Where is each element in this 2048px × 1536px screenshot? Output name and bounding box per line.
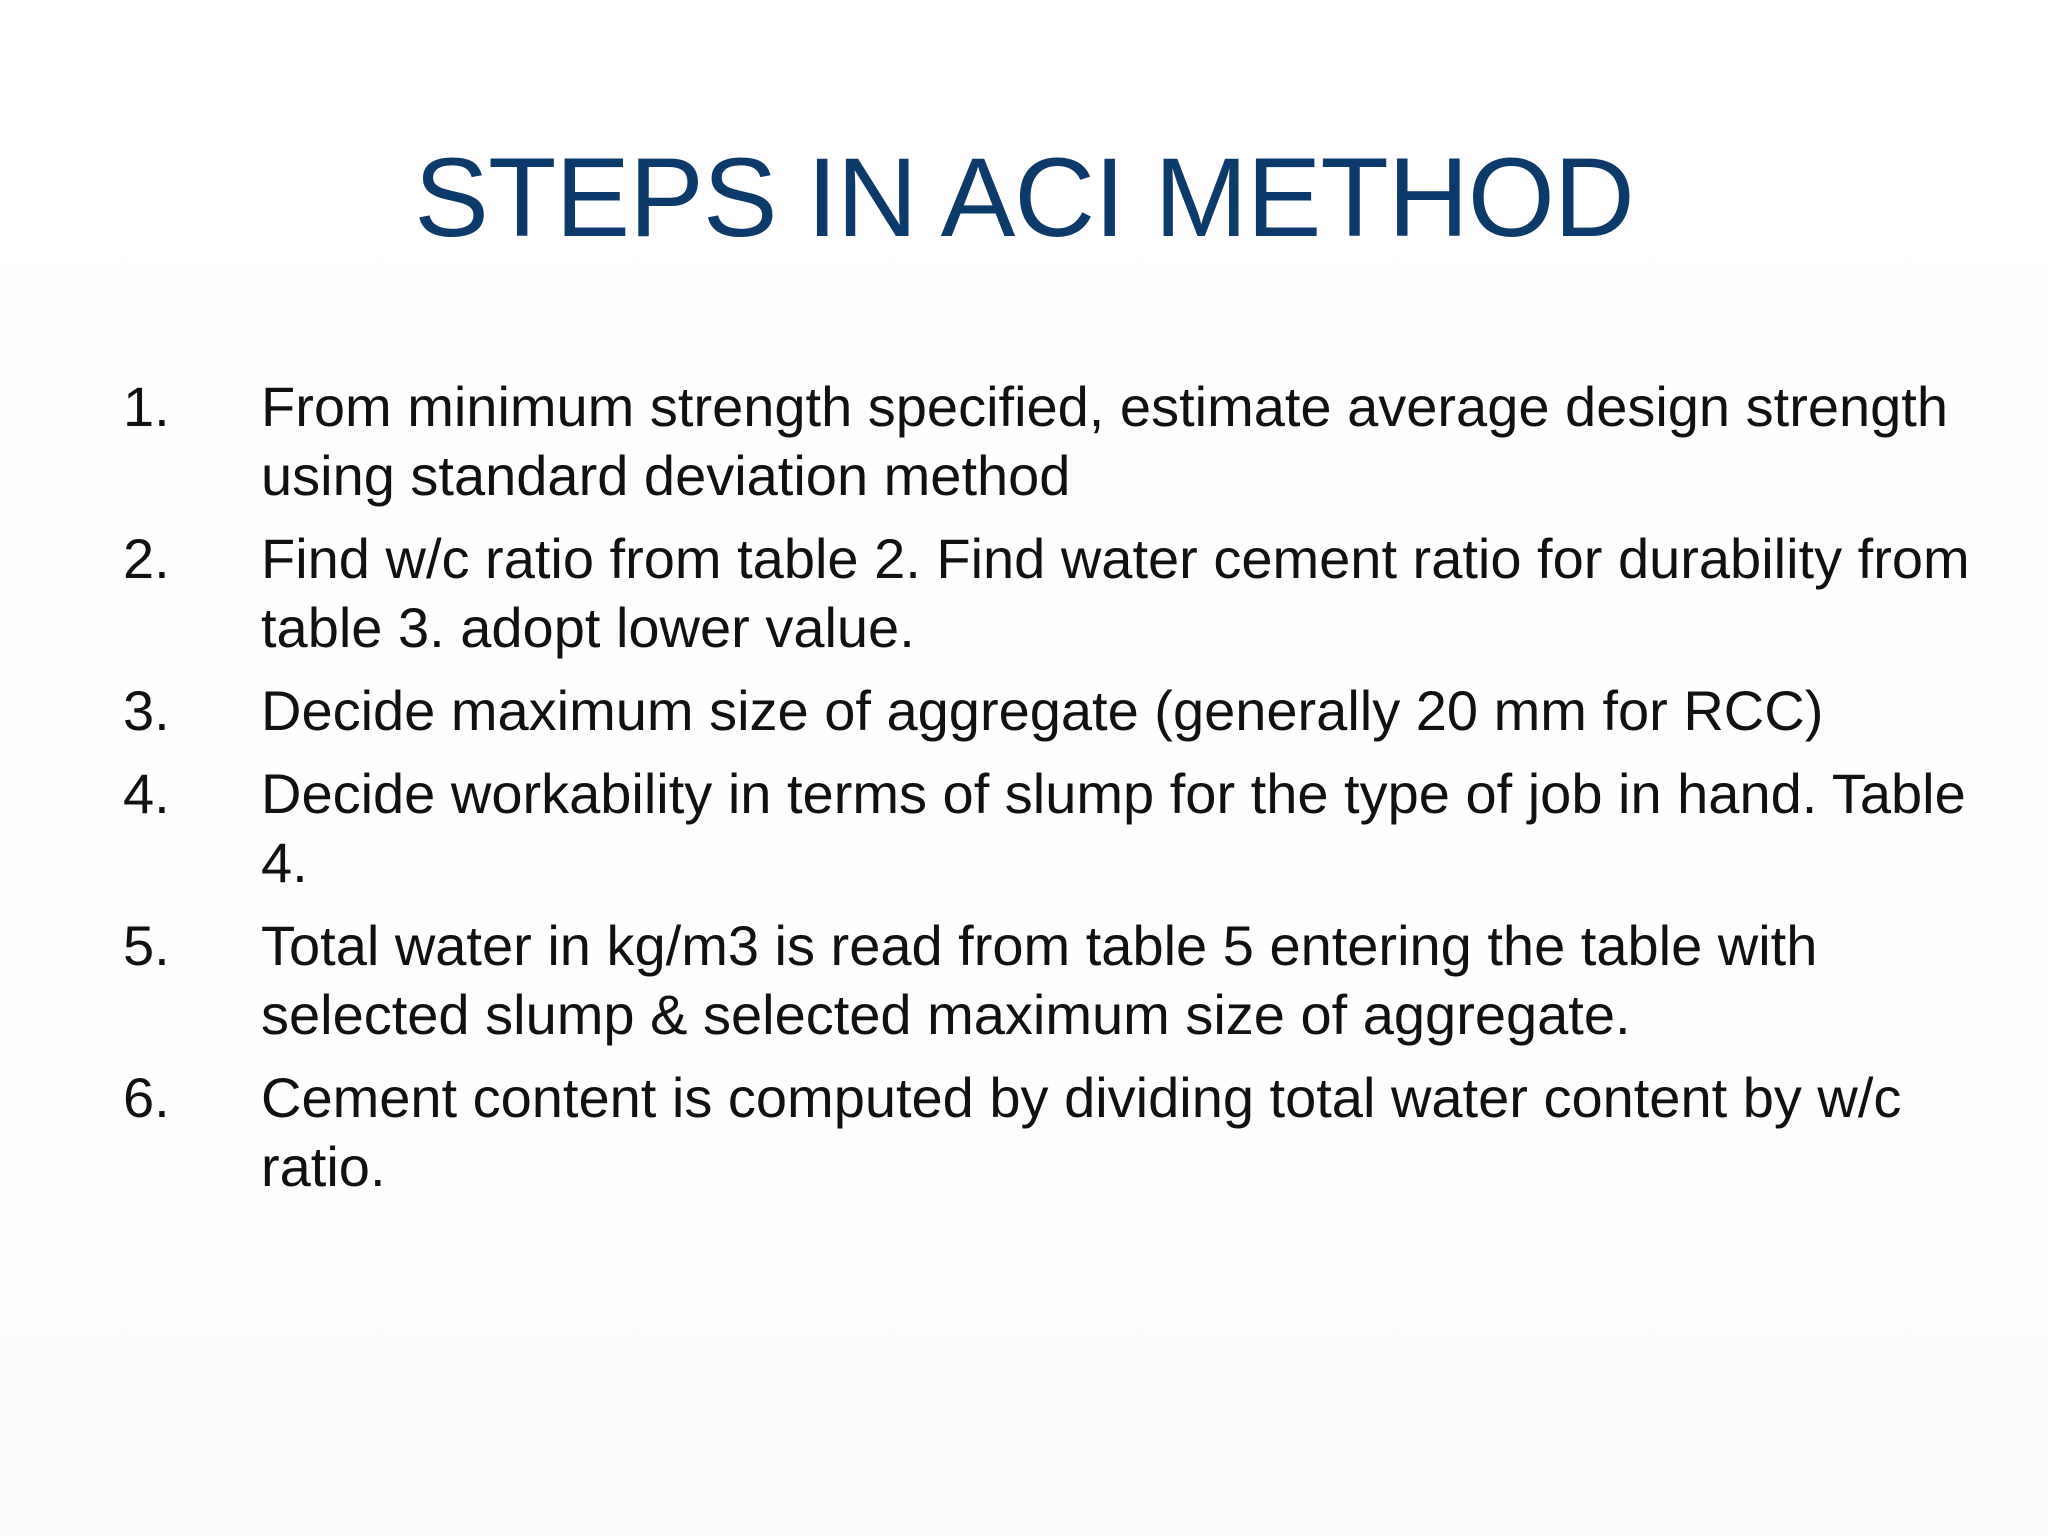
step-item-2: [123, 524, 2013, 662]
steps-list: [123, 372, 2013, 1215]
step-text: Total water in kg/m3 is read from table 5 entering the table with selected slump & selected maximum size of aggregate.: [261, 914, 1818, 1046]
step-item-5: [123, 911, 2013, 1049]
step-item-4: [123, 759, 2013, 897]
step-number: 5.: [123, 914, 170, 977]
step-text: Cement content is computed by dividing total water content by w/c ratio.: [261, 1066, 1902, 1198]
step-item-1: [123, 372, 2013, 510]
step-number: 2.: [123, 527, 170, 590]
step-number: 6.: [123, 1066, 170, 1129]
step-item-3: [123, 676, 2013, 745]
slide-title: STEPS IN ACI METHOD: [414, 135, 1634, 260]
step-number: 1.: [123, 375, 170, 438]
step-number: 4.: [123, 762, 170, 825]
step-text: Find w/c ratio from table 2. Find water cement ratio for durability from table 3. adopt lower value.: [261, 527, 1970, 659]
step-item-6: [123, 1063, 2013, 1201]
step-number: 3.: [123, 679, 170, 742]
step-text: From minimum strength specified, estimate average design strength using standard deviation method: [261, 375, 1948, 507]
step-text: Decide maximum size of aggregate (generally 20 mm for RCC): [261, 679, 1824, 742]
step-text: Decide workability in terms of slump for the type of job in hand. Table 4.: [261, 762, 1966, 894]
